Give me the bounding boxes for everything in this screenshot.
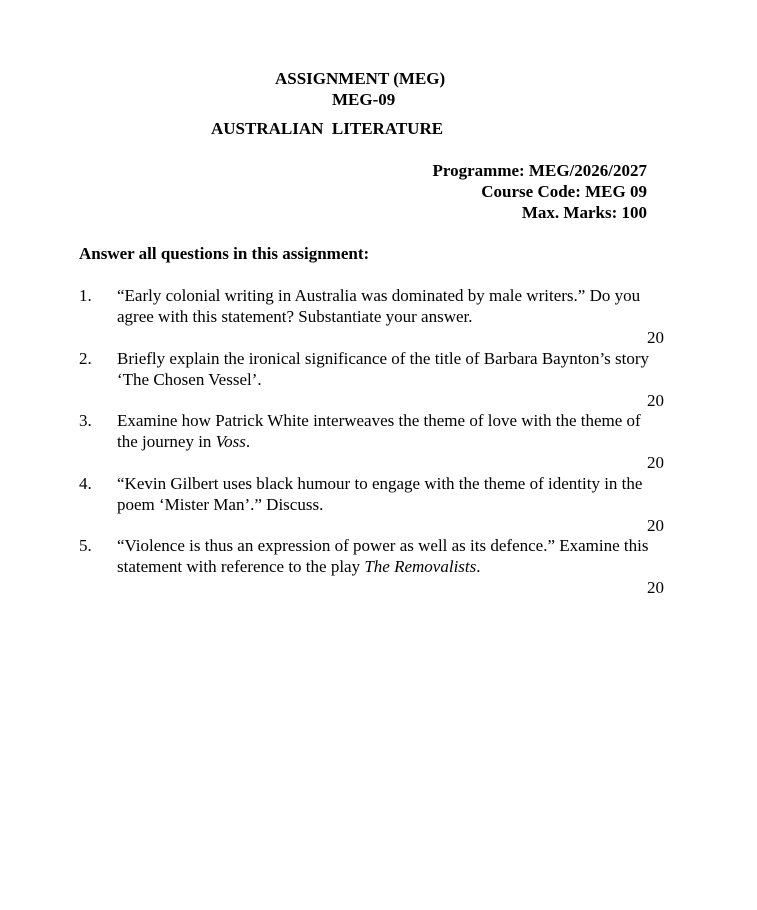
- question-list: [79, 285, 664, 598]
- question-number: 2.: [79, 348, 92, 368]
- programme-label: Programme: MEG/2026/2027: [432, 161, 647, 180]
- question-number: 3.: [79, 411, 92, 430]
- max-marks-label: Max. Marks: 100: [521, 203, 647, 222]
- assignment-title: ASSIGNMENT (MEG): [275, 69, 446, 88]
- question-item: [79, 410, 664, 473]
- assignment-meta: [432, 160, 647, 223]
- question-text-part: .: [245, 432, 251, 451]
- question-number: 5.: [79, 536, 92, 555]
- question-marks: 20: [647, 515, 664, 535]
- question-item: [79, 473, 664, 536]
- course-name-title: AUSTRALIAN LITERATURE: [211, 119, 444, 138]
- question-marks: 20: [647, 328, 664, 347]
- question-number: 4.: [79, 473, 92, 493]
- question-item: [79, 535, 664, 598]
- question-text: “Kevin Gilbert uses black humour to engage with the theme of identity in the poem ‘Mister Man’.” Discuss.: [117, 473, 643, 514]
- work-title: The Removalists: [364, 557, 477, 576]
- question-text: “Early colonial writing in Australia was dominated by male writers.” Do you agree with this statement? Substantiate your answer.: [117, 286, 641, 326]
- question-text-part: .: [476, 557, 481, 576]
- question-text: Briefly explain the ironical significance of the title of Barbara Baynton’s story ‘The Chosen Vessel’.: [117, 348, 650, 389]
- question-text-part: Examine how Patrick White interweaves the theme of love with the theme of the journey in: [117, 411, 641, 451]
- question-item: [79, 285, 664, 348]
- question-number: 1.: [79, 286, 92, 305]
- question-marks: 20: [647, 578, 664, 597]
- question-text-part: “Violence is thus an expression of power as well as its defence.” Examine this statement with reference to the play: [117, 536, 649, 576]
- question-text: [117, 535, 664, 577]
- course-code-title: MEG-09: [332, 90, 396, 109]
- question-marks: 20: [647, 453, 664, 472]
- question-marks: 20: [647, 390, 664, 410]
- question-text: [117, 410, 664, 452]
- instruction-text: Answer all questions in this assignment:: [79, 244, 370, 263]
- question-item: [79, 348, 664, 411]
- course-code-label: Course Code: MEG 09: [481, 182, 647, 201]
- work-title: Voss: [215, 432, 246, 451]
